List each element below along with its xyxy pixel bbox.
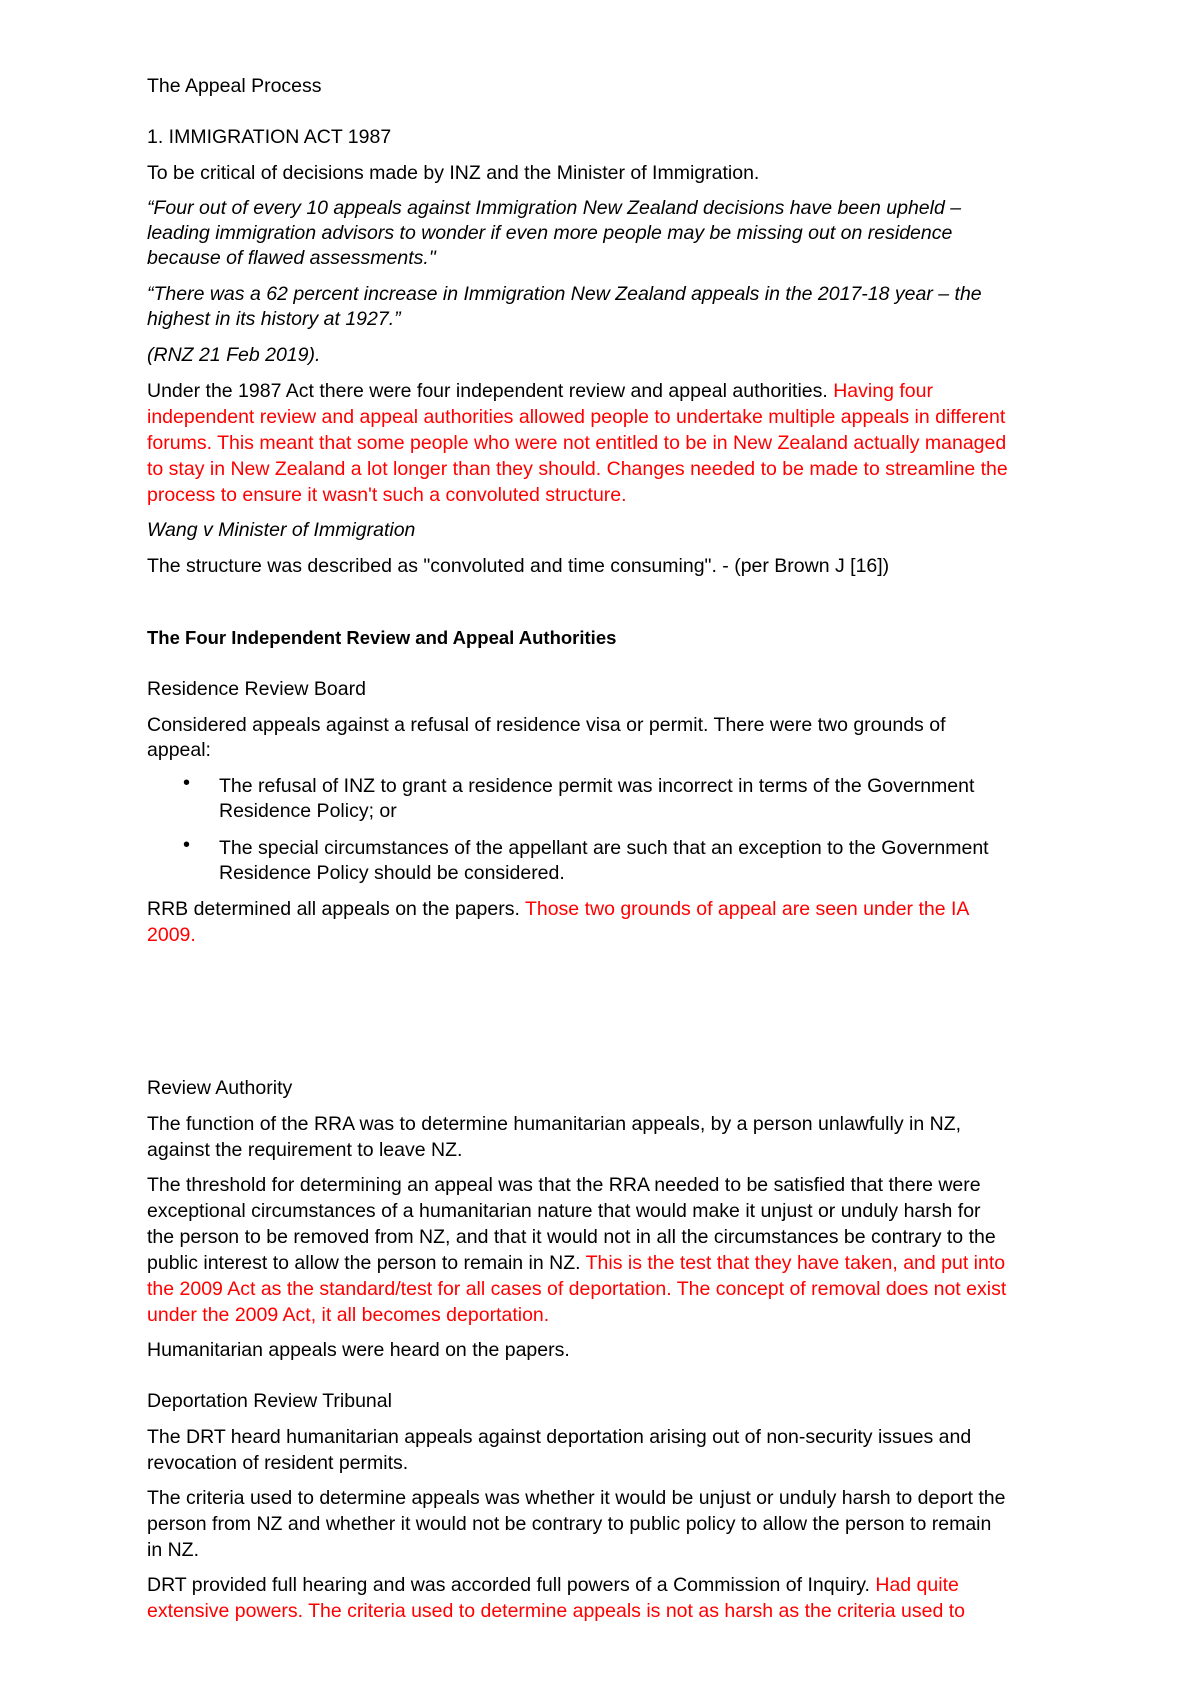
under-1987-text: Under the 1987 Act there were four independent review and appeal authorities. <box>147 380 828 402</box>
rrb-bullet1-line: Residence Policy; or <box>219 800 397 822</box>
case-name-wang: Wang v Minister of Immigration <box>147 519 416 541</box>
quote1-line: “Four out of every 10 appeals against Immigration New Zealand decisions have been upheld – <box>147 197 962 219</box>
document-title: The Appeal Process <box>147 75 322 97</box>
drt-paragraph-line: revocation of resident permits. <box>147 1452 409 1474</box>
rra-threshold-text: public interest to allow the person to remain in NZ. <box>147 1252 581 1274</box>
annotation-line: forums. This meant that some people who were not entitled to be in New Zealand actually managed <box>147 432 1007 454</box>
annotation-line: extensive powers. The criteria used to determine appeals is not as harsh as the criteria used to <box>147 1600 965 1622</box>
rra-threshold-line: exceptional circumstances of a humanitarian nature that would make it unjust or unduly harsh for <box>147 1200 981 1222</box>
drt-title: Deportation Review Tribunal <box>147 1390 392 1412</box>
annotation-line: 2009. <box>147 924 196 946</box>
rrb-papers-annotation: Those two grounds of appeal are seen under the IA <box>519 898 970 920</box>
rrb-bullet2-line: The special circumstances of the appellant are such that an exception to the Government <box>219 837 989 859</box>
structure-description: The structure was described as "convoluted and time consuming". - (per Brown J [16]) <box>147 555 890 577</box>
annotation-line: process to ensure it wasn't such a convoluted structure. <box>147 484 627 506</box>
four-authorities-heading: The Four Independent Review and Appeal Authorities <box>147 627 617 648</box>
under-1987-annotation: Having four <box>827 380 933 402</box>
drt-paragraph-line: The DRT heard humanitarian appeals against deportation arising out of non-security issues and <box>147 1426 972 1448</box>
drt-criteria-line: in NZ. <box>147 1539 200 1561</box>
annotation-line: independent review and appeal authorities allowed people to undertake multiple appeals in different <box>147 406 1006 428</box>
annotation-line: to stay in New Zealand a lot longer than they should. Changes needed to be made to streamline the <box>147 458 1008 480</box>
bullet-marker: • <box>183 834 191 856</box>
rra-threshold-line: the person to be removed from NZ, and that it would not in all the circumstances be contrary to the <box>147 1226 996 1248</box>
section-heading-immigration-act: 1. IMMIGRATION ACT 1987 <box>147 126 392 148</box>
rra-threshold-annotation: This is the test that they have taken, and put into <box>580 1252 1006 1274</box>
rrb-papers-line <box>147 896 969 922</box>
rra-papers-line: Humanitarian appeals were heard on the papers. <box>147 1339 570 1361</box>
rrb-papers-text: RRB determined all appeals on the papers. <box>147 898 520 920</box>
paragraph-critical: To be critical of decisions made by INZ and the Minister of Immigration. <box>147 162 760 184</box>
rrb-bullet1-line: The refusal of INZ to grant a residence permit was incorrect in terms of the Government <box>219 775 975 797</box>
annotation-line: under the 2009 Act, it all becomes deportation. <box>147 1304 550 1326</box>
quote2-line: “There was a 62 percent increase in Immigration New Zealand appeals in the 2017-18 year – the <box>147 283 982 305</box>
rrb-paragraph-line: Considered appeals against a refusal of residence visa or permit. There were two grounds of <box>147 714 946 736</box>
drt-hearing-text: DRT provided full hearing and was accorded full powers of a Commission of Inquiry. <box>147 1574 870 1596</box>
drt-criteria-line: person from NZ and whether it would not be contrary to public policy to allow the person to remain <box>147 1513 992 1535</box>
rra-paragraph-line: The function of the RRA was to determine humanitarian appeals, by a person unlawfully in NZ, <box>147 1113 962 1135</box>
rra-threshold-line: The threshold for determining an appeal was that the RRA needed to be satisfied that there were <box>147 1174 981 1196</box>
rra-threshold-line <box>147 1250 1005 1276</box>
drt-hearing-annotation: Had quite <box>869 1574 959 1596</box>
bullet-marker: • <box>183 772 191 794</box>
drt-hearing-line <box>147 1572 959 1598</box>
annotation-line: the 2009 Act as the standard/test for all cases of deportation. The concept of removal does not exist <box>147 1278 1007 1300</box>
drt-criteria-line: The criteria used to determine appeals was whether it would be unjust or unduly harsh to deport the <box>147 1487 1006 1509</box>
rra-paragraph-line: against the requirement to leave NZ. <box>147 1139 463 1161</box>
citation: (RNZ 21 Feb 2019). <box>147 344 321 366</box>
rrb-paragraph-line: appeal: <box>147 739 211 761</box>
quote1-line: because of flawed assessments." <box>147 247 436 269</box>
quote1-line: leading immigration advisors to wonder if even more people may be missing out on residence <box>147 222 953 244</box>
rra-title: Review Authority <box>147 1077 293 1099</box>
under-1987-line <box>147 378 933 404</box>
rrb-title: Residence Review Board <box>147 678 366 700</box>
rrb-bullet2-line: Residence Policy should be considered. <box>219 862 565 884</box>
quote2-line: highest in its history at 1927.” <box>147 308 401 330</box>
